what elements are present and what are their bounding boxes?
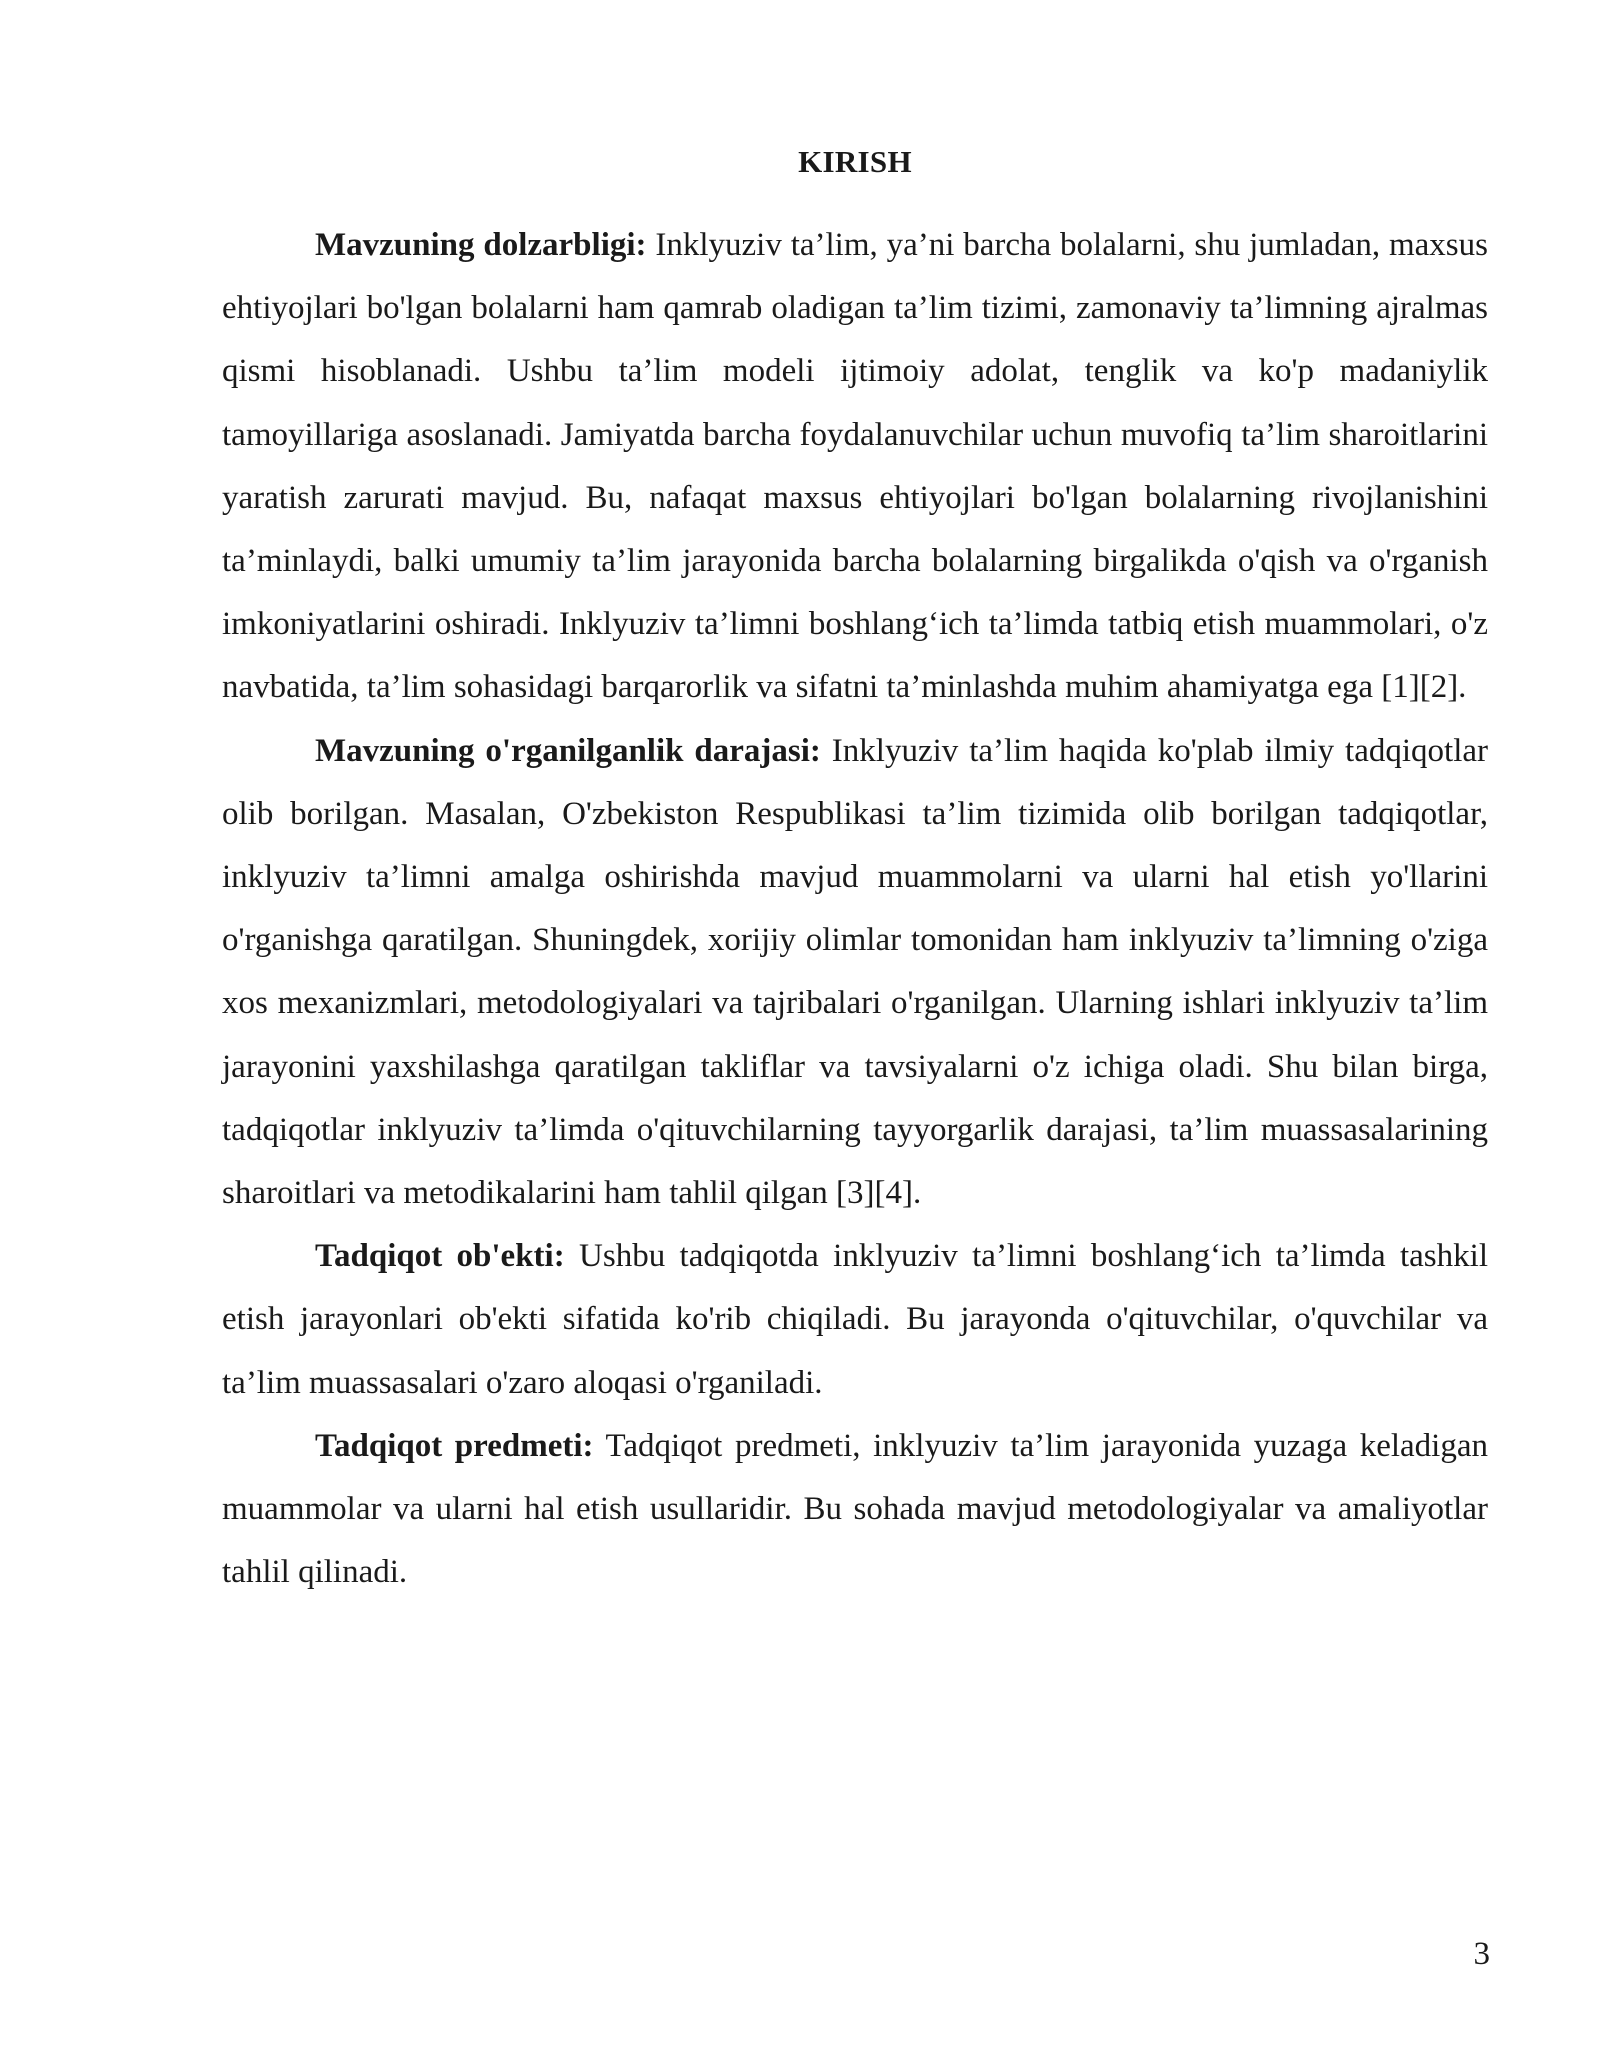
paragraph-heading: Tadqiqot predmeti: [315,1427,594,1464]
page-title: KIRISH [798,144,912,179]
paragraph-text: Inklyuziv ta’lim, ya’ni barcha bolalarni, shu jumladan, maxsus ehtiyojlari bo'lgan bolalarni ham qamrab oladigan ta’lim tizimi, zamonaviy ta’limning ajralmas qismi hisoblanadi. Ushbu ta’lim modeli ijtimoiy adolat, tenglik va ko'p madaniylik tamoyillariga asoslanadi. Jamiyatda barcha foydalanuvchilar uchun muvofiq ta’lim sharoitlarini yaratish zarurati mavjud. Bu, nafaqat maxsus ehtiyojlari bo'lgan bolalarning rivojlanishini ta’minlaydi, balki umumiy ta’lim jarayonida barcha bolalarning birgalikda o'qish va o'rganish imkoniyatlarini oshiradi. Inklyuziv ta’limni boshlang‘ich ta’limda tatbiq etish muammolari, o'z navbatida, ta’lim sohasidagi barqarorlik va sifatni ta’minlashda muhim ahamiyatga ega [1][2]. [222,227,1488,706]
paragraph-relevance [222,214,1488,720]
paragraph-text: Tadqiqot predmeti, inklyuziv ta’lim jarayonida yuzaga keladigan muammolar va ularni hal etish usullaridir. Bu sohada mavjud metodologiyalar va amaliyotlar tahlil qilinadi. [222,1427,1488,1591]
paragraph-heading: Tadqiqot ob'ekti: [315,1238,565,1275]
paragraph-study-level [222,720,1488,1226]
page-number: 3 [1473,1936,1490,1972]
paragraph-research-object [222,1225,1488,1415]
paragraph-text: Ushbu tadqiqotda inklyuziv ta’limni boshlang‘ich ta’limda tashkil etish jarayonlari ob'ekti sifatida ko'rib chiqiladi. Bu jarayonda o'qituvchilar, o'quvchilar va ta’lim muassasalari o'zaro aloqasi o'rganiladi. [222,1238,1488,1401]
page-content [222,140,1488,1604]
paragraph-text: Inklyuziv ta’lim haqida ko'plab ilmiy tadqiqotlar olib borilgan. Masalan, O'zbekiston Respublikasi ta’lim tizimida olib borilgan tadqiqotlar, inklyuziv ta’limni amalga oshirishda mavjud muammolarni va ularni hal etish yo'llarini o'rganishga qaratilgan. Shuningdek, xorijiy olimlar tomonidan ham inklyuziv ta’limning o'ziga xos mexanizmlari, metodologiyalari va tajribalari o'rganilgan. Ularning ishlari inklyuziv ta’lim jarayonini yaxshilashga qaratilgan takliflar va tavsiyalarni o'z ichiga oladi. Shu bilan birga, tadqiqotlar inklyuziv ta’limda o'qituvchilarning tayyorgarlik darajasi, ta’lim muassasalarining sharoitlari va metodikalarini ham tahlil qilgan [3][4]. [222,732,1489,1212]
paragraph-heading: Mavzuning dolzarbligi: [315,227,647,263]
paragraph-research-subject [222,1415,1488,1605]
paragraph-heading: Mavzuning o'rganilganlik darajasi: [315,732,821,769]
